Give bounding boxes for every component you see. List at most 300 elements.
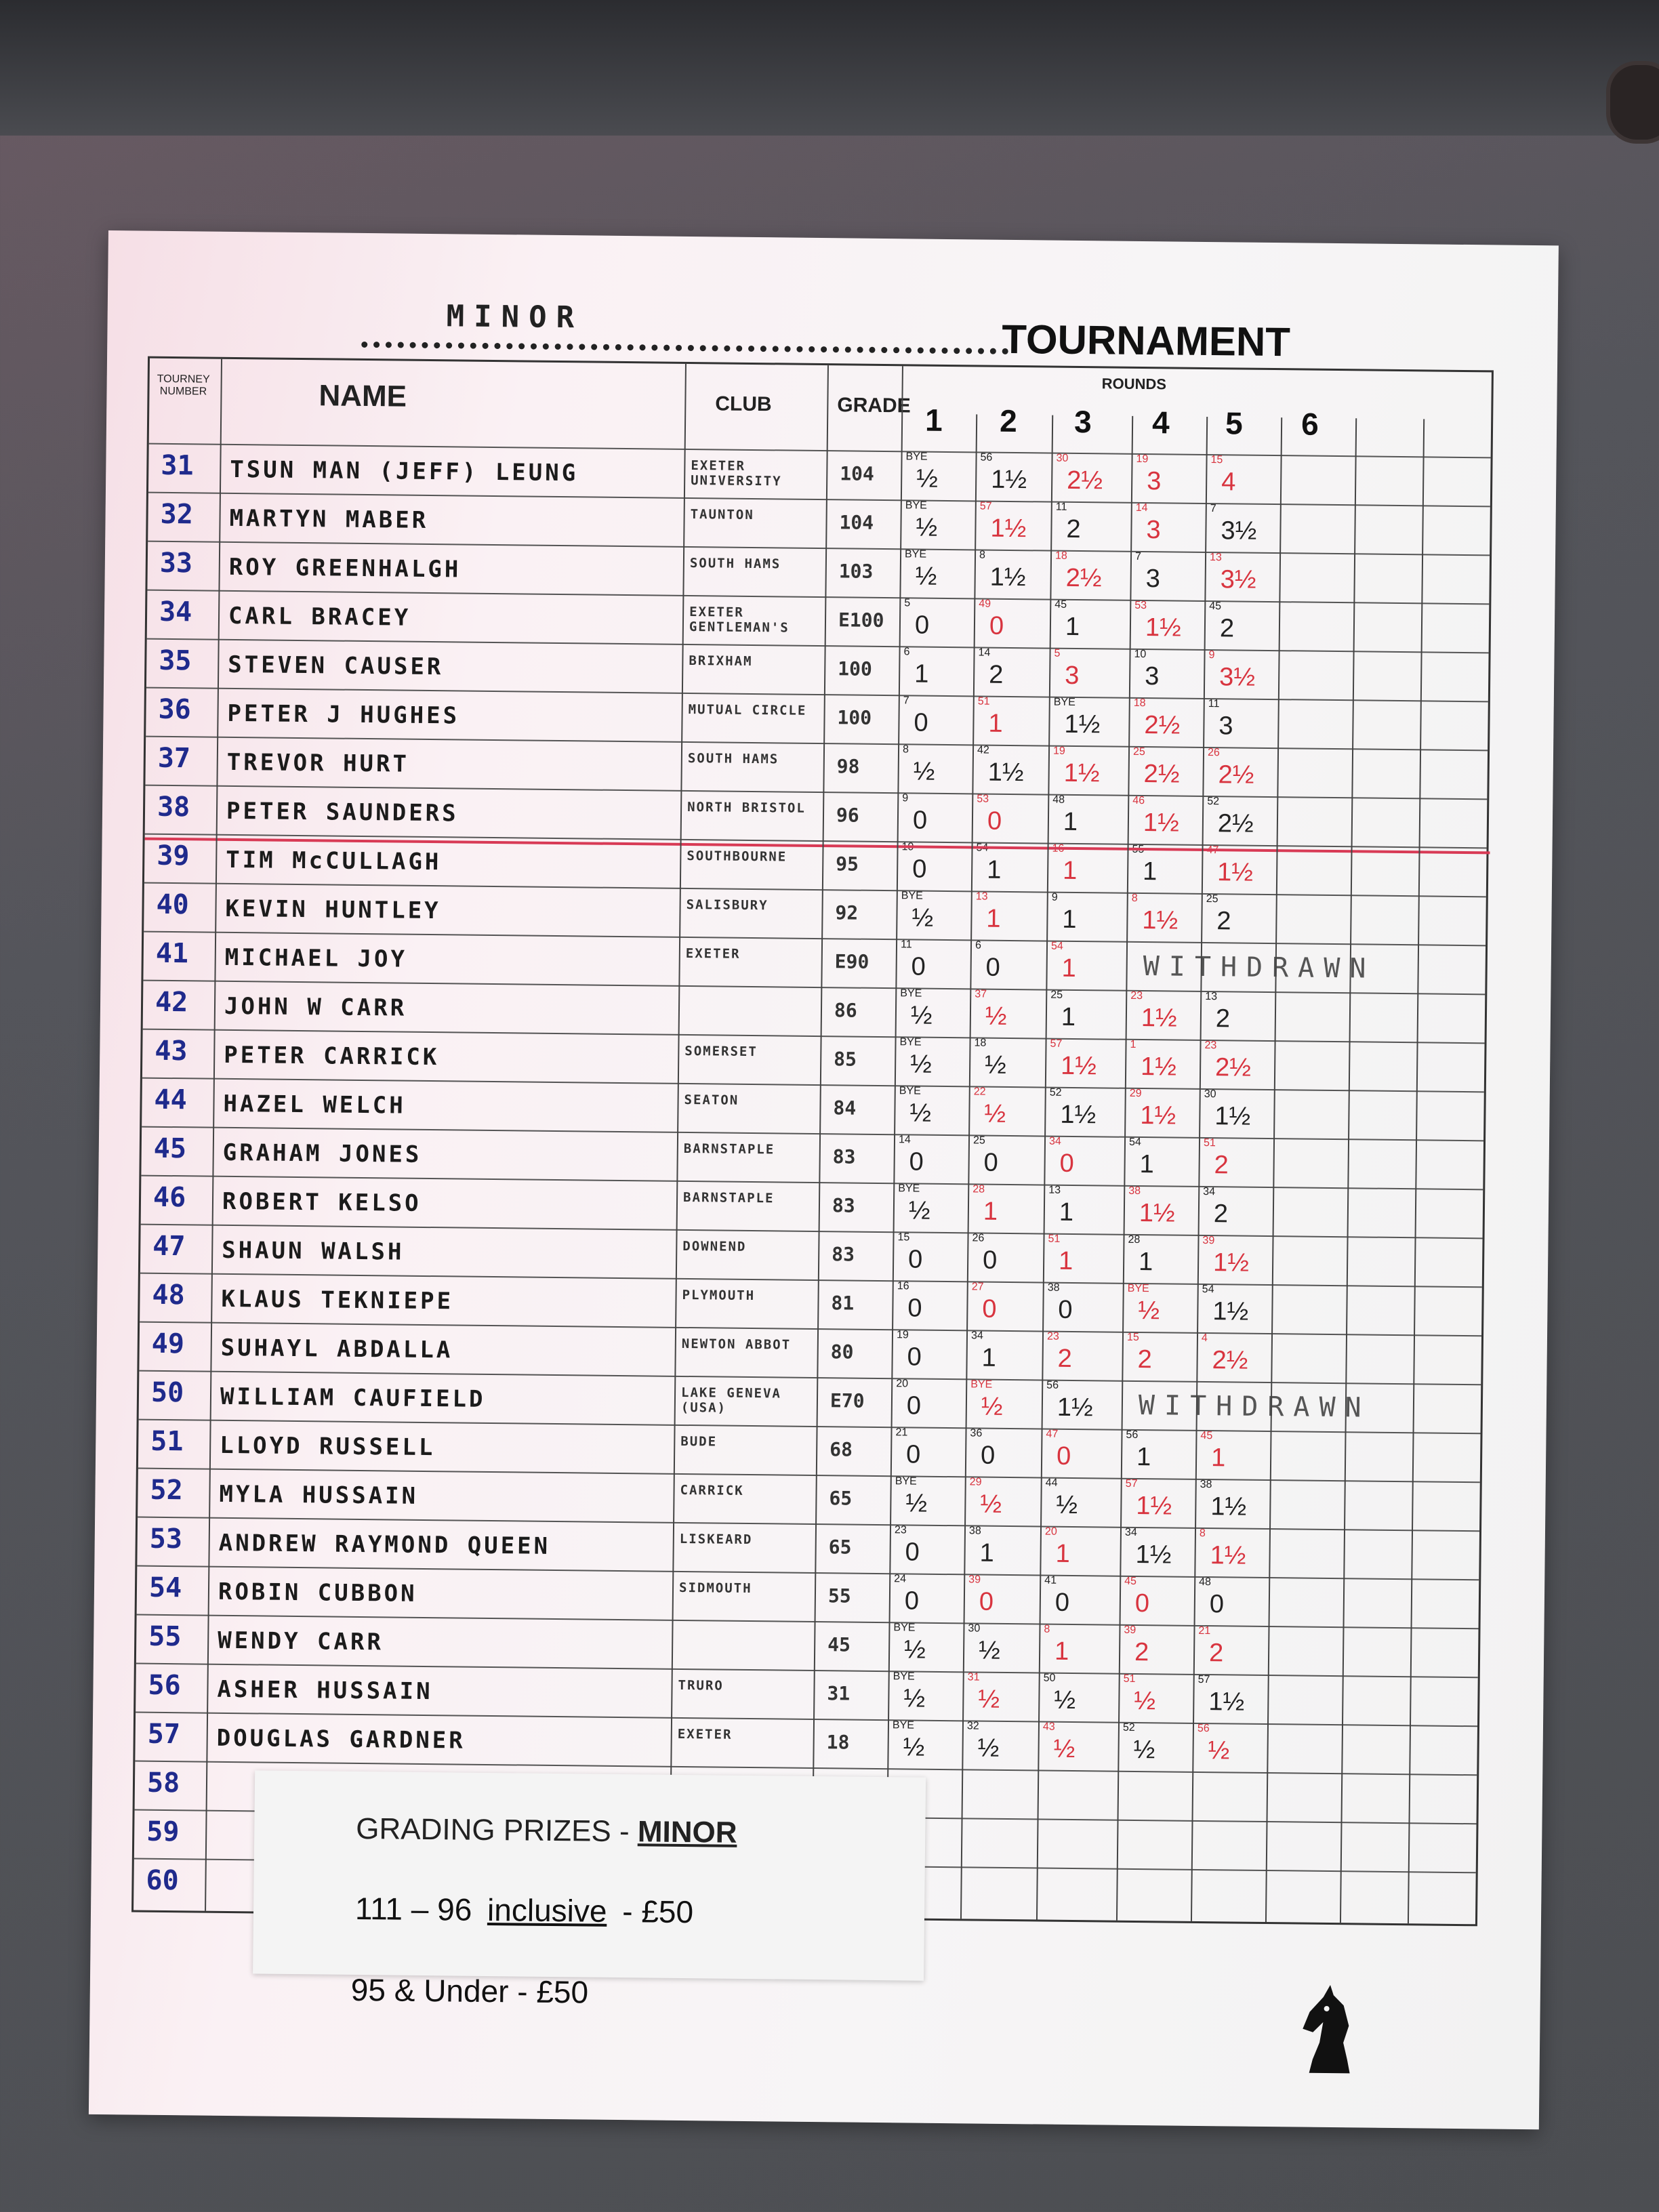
- round-opponent: 13: [975, 890, 988, 903]
- round-opponent: BYE: [900, 987, 922, 1000]
- prizes-title: [356, 1812, 737, 1850]
- player-name: MARTYN MABER: [229, 504, 429, 534]
- player-name: KLAUS TEKNIEPE: [221, 1285, 454, 1315]
- round-opponent: BYE: [970, 1378, 993, 1391]
- round-opponent: 18: [974, 1037, 987, 1049]
- round-opponent: 53: [977, 793, 989, 805]
- round-score: 1: [1138, 1248, 1153, 1277]
- round-opponent: 57: [1197, 1673, 1210, 1686]
- round-score: 1: [1062, 856, 1078, 886]
- round-opponent: BYE: [1053, 696, 1076, 708]
- round-score: 1: [1061, 954, 1077, 983]
- round-header-1: 1: [924, 402, 943, 438]
- round-opponent: 54: [1050, 940, 1063, 952]
- round-score: 2½: [1065, 563, 1102, 593]
- round-opponent: 38: [1047, 1282, 1060, 1294]
- player-grade: 92: [835, 901, 859, 924]
- tourney-number: 54: [148, 1572, 182, 1604]
- round-opponent: 38: [968, 1525, 981, 1537]
- tourney-number: 58: [146, 1767, 180, 1799]
- round-opponent: 29: [969, 1476, 982, 1488]
- round-score: ½: [903, 1635, 926, 1664]
- round-score: 3: [1218, 712, 1233, 741]
- round-score: ½: [984, 1050, 1007, 1080]
- round-score: 0: [904, 1586, 920, 1616]
- player-name: SHAUN WALSH: [222, 1236, 405, 1266]
- round-score: 2: [988, 660, 1004, 689]
- round-opponent: 49: [979, 598, 991, 610]
- round-opponent: 34: [1124, 1526, 1137, 1538]
- round-score: 1: [988, 709, 1003, 738]
- round-opponent: 20: [1044, 1525, 1057, 1538]
- round-score: 4: [1221, 468, 1236, 497]
- round-opponent: BYE: [905, 451, 928, 463]
- round-score: 1: [1062, 905, 1077, 935]
- round-score: ½: [978, 1685, 1000, 1714]
- tourney-number: 46: [152, 1181, 186, 1214]
- tourney-number: 36: [158, 693, 192, 726]
- table-edge: [0, 0, 1659, 136]
- round-opponent: 36: [970, 1427, 983, 1439]
- round-score: 1: [1063, 807, 1078, 837]
- player-grade: 45: [827, 1633, 851, 1656]
- round-opponent: 5: [904, 597, 911, 609]
- round-opponent: 10: [1134, 648, 1147, 661]
- round-score: ½: [916, 513, 938, 542]
- round-opponent: 24: [894, 1573, 907, 1585]
- round-opponent: 57: [1050, 1038, 1063, 1050]
- round-opponent: 29: [1129, 1087, 1142, 1100]
- round-opponent: 32: [966, 1720, 979, 1732]
- round-score: 1: [983, 1197, 998, 1226]
- round-opponent: 50: [1043, 1672, 1056, 1684]
- round-score: 0: [905, 1538, 920, 1567]
- player-club: TRURO: [678, 1677, 724, 1694]
- prizes-title-prefix: GRADING PRIZES -: [356, 1811, 630, 1849]
- round-opponent: 1: [1130, 1038, 1136, 1050]
- round-score: 0: [983, 1148, 999, 1177]
- round-score: 0: [907, 1343, 922, 1372]
- round-score: 1½: [1141, 1004, 1177, 1033]
- player-grade: E100: [838, 609, 884, 632]
- player-club: EXETER UNIVERSITY: [691, 458, 782, 489]
- player-name: MYLA HUSSAIN: [219, 1480, 419, 1510]
- round-opponent: 19: [1052, 745, 1065, 757]
- round-opponent: 8: [1044, 1623, 1050, 1635]
- round-opponent: 19: [896, 1329, 909, 1341]
- round-score: 0: [985, 953, 1001, 982]
- player-name: ROBERT KELSO: [222, 1187, 422, 1217]
- round-opponent: 11: [1055, 501, 1067, 513]
- player-grade: 80: [830, 1340, 854, 1364]
- round-opponent: 13: [1048, 1184, 1061, 1196]
- round-opponent: 53: [1134, 599, 1147, 612]
- round-opponent: 54: [1202, 1283, 1214, 1296]
- player-grade: 95: [836, 853, 859, 876]
- round-score: 0: [907, 1294, 922, 1323]
- round-score: 1½: [1064, 710, 1101, 739]
- player-grade: 83: [832, 1145, 856, 1168]
- round-header-3: 3: [1073, 403, 1092, 440]
- round-score: 1½: [1139, 1199, 1175, 1228]
- round-score: 3: [1146, 467, 1162, 496]
- header-club: CLUB: [715, 392, 772, 416]
- round-opponent: 25: [1050, 989, 1063, 1001]
- round-score: 0: [980, 1441, 996, 1470]
- tourney-number: 39: [157, 840, 190, 872]
- round-opponent: 45: [1054, 598, 1067, 611]
- round-score: 3: [1064, 661, 1080, 691]
- player-name: ASHER HUSSAIN: [217, 1675, 433, 1706]
- player-name: SUHAYL ABDALLA: [220, 1334, 453, 1364]
- player-club: CARRICK: [680, 1482, 744, 1498]
- round-score: 0: [914, 611, 930, 640]
- round-opponent: 13: [1209, 552, 1222, 564]
- tourney-number: 50: [150, 1376, 184, 1409]
- round-opponent: BYE: [901, 890, 923, 902]
- header-rounds: ROUNDS: [1101, 375, 1167, 393]
- player-name: HAZEL WELCH: [223, 1090, 406, 1120]
- player-club: EXETER: [677, 1726, 733, 1742]
- round-score: ½: [909, 1099, 932, 1128]
- tourney-number: 43: [155, 1035, 188, 1067]
- round-score: ½: [903, 1684, 926, 1713]
- round-opponent: 52: [1207, 796, 1220, 808]
- round-score: ½: [913, 757, 935, 786]
- round-opponent: 23: [1046, 1330, 1059, 1343]
- round-opponent: 26: [972, 1232, 985, 1244]
- round-opponent: BYE: [1127, 1282, 1149, 1295]
- round-opponent: 16: [897, 1280, 909, 1292]
- round-score: 1: [1054, 1637, 1069, 1666]
- prize-1-qualifier: inclusive: [487, 1891, 607, 1929]
- tourney-number: 32: [160, 498, 194, 531]
- round-score: 2: [1214, 1151, 1229, 1180]
- round-opponent: 57: [1125, 1477, 1138, 1490]
- round-score: 0: [989, 611, 1004, 640]
- round-opponent: 39: [968, 1574, 981, 1586]
- tourney-number: 57: [147, 1718, 181, 1750]
- round-opponent: 8: [1131, 892, 1138, 904]
- header-tourney-number: [149, 373, 217, 398]
- player-name: PETER J HUGHES: [227, 699, 460, 730]
- header-grade: GRADE: [837, 394, 911, 417]
- grading-prizes-notice: [253, 1770, 926, 2010]
- player-club: LAKE GENEVA (USA): [680, 1385, 782, 1416]
- round-score: 1½: [1135, 1540, 1172, 1570]
- player-name: MICHAEL JOY: [224, 943, 408, 973]
- round-score: 3½: [1220, 565, 1256, 594]
- tourney-number: 38: [157, 791, 190, 823]
- tourney-number: 34: [159, 596, 192, 628]
- player-grade: 68: [830, 1438, 853, 1461]
- player-club: SIDMOUTH: [678, 1580, 752, 1597]
- round-opponent: 28: [1128, 1233, 1141, 1246]
- round-score: 1½: [990, 514, 1027, 544]
- round-opponent: 8: [1199, 1527, 1206, 1540]
- round-opponent: 8: [979, 549, 986, 561]
- round-opponent: BYE: [892, 1719, 915, 1732]
- round-opponent: 45: [1209, 600, 1222, 613]
- round-opponent: 31: [967, 1671, 980, 1683]
- round-header-2: 2: [999, 403, 1017, 439]
- prizes-title-category: MINOR: [637, 1815, 737, 1849]
- round-opponent: 56: [1126, 1429, 1139, 1441]
- round-opponent: 56: [1046, 1379, 1059, 1391]
- round-opponent: 25: [1206, 893, 1218, 905]
- round-score: 0: [909, 1147, 924, 1176]
- round-opponent: 51: [1123, 1673, 1136, 1685]
- player-club: BARNSTAPLE: [682, 1189, 775, 1206]
- round-score: 0: [907, 1245, 923, 1274]
- round-opponent: 48: [1052, 794, 1065, 806]
- round-score: ½: [977, 1734, 1000, 1763]
- round-score: ½: [985, 1002, 1007, 1031]
- round-score: 1: [1058, 1246, 1073, 1275]
- round-score: 3: [1144, 662, 1160, 691]
- round-score: 1: [986, 855, 1002, 884]
- round-score: 2: [1134, 1637, 1149, 1667]
- round-score: 1: [1136, 1442, 1151, 1472]
- round-score: 1½: [1060, 1100, 1097, 1130]
- round-opponent: 51: [977, 695, 990, 708]
- tourney-number: 33: [159, 547, 193, 579]
- player-name: TREVOR HURT: [226, 748, 410, 778]
- player-name: TSUN MAN (JEFF) LEUNG: [230, 455, 579, 487]
- round-score: ½: [978, 1636, 1001, 1665]
- round-score: 2: [1208, 1639, 1224, 1668]
- player-club: SEATON: [684, 1092, 739, 1108]
- tourney-number: 49: [151, 1328, 185, 1360]
- round-opponent: 14: [978, 647, 991, 659]
- round-score: ½: [980, 1490, 1002, 1519]
- round-opponent: 28: [972, 1183, 985, 1195]
- round-opponent: 11: [1208, 698, 1220, 710]
- round-opponent: BYE: [893, 1622, 916, 1634]
- header-tourney-label-1: TOURNEY: [157, 373, 210, 386]
- round-score: 0: [912, 855, 927, 884]
- player-club: BUDE: [680, 1433, 718, 1450]
- round-opponent: 7: [903, 695, 909, 707]
- player-name: ANDREW RAYMOND QUEEN: [218, 1529, 551, 1560]
- round-opponent: 34: [1203, 1185, 1216, 1198]
- round-score: 3: [1146, 516, 1161, 545]
- round-score: 1½: [1143, 808, 1179, 838]
- tourney-number: 59: [146, 1816, 180, 1848]
- round-score: 0: [979, 1587, 994, 1616]
- round-score: 1: [1142, 857, 1158, 886]
- round-opponent: 34: [970, 1330, 983, 1342]
- round-opponent: 23: [1204, 1040, 1217, 1052]
- round-score: 1½: [1140, 1101, 1176, 1130]
- header-tourney-label-2: NUMBER: [159, 385, 207, 398]
- round-opponent: 22: [973, 1086, 986, 1098]
- round-score: ½: [984, 1099, 1006, 1128]
- round-score: 1: [1061, 1002, 1076, 1032]
- round-score: 2: [1057, 1344, 1073, 1373]
- player-club: [685, 995, 814, 996]
- round-opponent: 27: [971, 1281, 984, 1293]
- round-header-5: 5: [1225, 405, 1243, 441]
- player-grade: 104: [840, 462, 875, 485]
- player-grade: 81: [831, 1292, 855, 1315]
- round-opponent: 52: [1122, 1721, 1135, 1734]
- player-name: STEVEN CAUSER: [228, 651, 444, 681]
- player-name: JOHN W CARR: [224, 992, 407, 1022]
- round-score: 1: [1139, 1150, 1155, 1179]
- player-name: CARL BRACEY: [228, 602, 411, 632]
- tourney-number: 35: [159, 644, 192, 677]
- round-score: 0: [1059, 1149, 1075, 1178]
- player-club: PLYMOUTH: [682, 1287, 756, 1304]
- round-opponent: 44: [1045, 1477, 1058, 1489]
- round-score: ½: [1054, 1685, 1076, 1715]
- round-score: 0: [982, 1294, 997, 1324]
- round-opponent: 45: [1124, 1575, 1137, 1587]
- round-opponent: 54: [976, 842, 989, 854]
- player-club: EXETER GENTLEMAN'S: [689, 605, 790, 636]
- round-score: 2: [1137, 1345, 1152, 1374]
- tourney-number: 51: [150, 1425, 184, 1458]
- player-grade: 96: [836, 804, 859, 827]
- withdrawn-note: WITHDRAWN: [1138, 1390, 1371, 1424]
- round-score: ½: [915, 562, 937, 591]
- round-opponent: 39: [1202, 1234, 1215, 1247]
- player-grade: 84: [833, 1097, 857, 1120]
- round-score: ½: [908, 1196, 930, 1225]
- tourney-number: 45: [153, 1132, 187, 1165]
- round-score: 3½: [1218, 663, 1256, 692]
- player-name: TIM McCULLAGH: [226, 846, 442, 876]
- tourney-number: 37: [157, 742, 191, 775]
- round-score: 1½: [1060, 1051, 1097, 1081]
- player-name: PETER SAUNDERS: [226, 797, 459, 827]
- header-name: NAME: [319, 379, 407, 413]
- player-grade: 31: [827, 1682, 851, 1705]
- round-header-6: 6: [1300, 406, 1319, 442]
- round-opponent: 52: [1049, 1086, 1062, 1099]
- round-score: 0: [914, 708, 928, 737]
- player-name: WILLIAM CAUFIELD: [220, 1382, 486, 1413]
- round-score: 2: [1216, 907, 1231, 936]
- player-grade: 98: [836, 755, 860, 778]
- round-opponent: 13: [1205, 991, 1218, 1003]
- player-club: MUTUAL CIRCLE: [688, 701, 807, 718]
- round-score: 3: [1145, 565, 1161, 594]
- player-grade: 103: [838, 560, 874, 583]
- round-score: 1½: [1208, 1687, 1245, 1717]
- round-score: 0: [911, 952, 926, 981]
- tourney-number: 52: [150, 1474, 183, 1507]
- round-opponent: 15: [1210, 454, 1223, 466]
- round-opponent: 25: [972, 1134, 985, 1147]
- round-score: 2: [1066, 514, 1081, 544]
- round-opponent: BYE: [905, 499, 927, 512]
- player-name: ROBIN CUBBON: [218, 1578, 417, 1607]
- round-score: 1½: [1216, 858, 1254, 887]
- tourney-number: 53: [149, 1523, 183, 1555]
- round-opponent: 18: [1133, 697, 1146, 710]
- round-score: ½: [916, 464, 939, 493]
- round-score: 2: [1219, 614, 1235, 643]
- tourney-number: 48: [152, 1279, 185, 1311]
- round-opponent: 51: [1048, 1233, 1061, 1245]
- prize-1-range: 111 – 96: [354, 1890, 472, 1927]
- prize-line-1: [355, 1890, 694, 1930]
- round-score: 1: [1059, 1197, 1074, 1227]
- round-score: 1½: [987, 758, 1024, 787]
- tournament-category: MINOR: [446, 299, 584, 335]
- round-score: 1½: [1145, 613, 1181, 642]
- player-club: SALISBURY: [686, 897, 769, 914]
- player-grade: 85: [834, 1048, 857, 1071]
- round-score: 1½: [1140, 1052, 1177, 1082]
- player-name: GRAHAM JONES: [222, 1139, 422, 1168]
- round-score: 0: [1054, 1588, 1070, 1617]
- tourney-number: 41: [155, 937, 189, 970]
- round-opponent: 56: [980, 451, 993, 464]
- player-name: ROY GREENHALGH: [228, 553, 462, 583]
- round-score: 2½: [1218, 760, 1254, 790]
- round-opponent: 47: [1206, 844, 1219, 857]
- round-opponent: 21: [895, 1427, 908, 1439]
- round-score: ½: [912, 903, 934, 933]
- player-grade: E90: [834, 950, 869, 973]
- player-grade: 83: [832, 1194, 855, 1217]
- player-club: SOUTHBOURNE: [687, 848, 787, 865]
- round-score: ½: [905, 1489, 928, 1518]
- tourney-number: 31: [161, 449, 194, 482]
- round-score: 1½: [1142, 906, 1179, 935]
- round-opponent: 6: [975, 939, 982, 951]
- round-score: 0: [1056, 1441, 1071, 1471]
- round-score: 1: [914, 659, 929, 689]
- round-opponent: 41: [1044, 1574, 1057, 1586]
- round-score: 1½: [1063, 758, 1100, 788]
- round-score: 1½: [989, 562, 1026, 592]
- round-opponent: 5: [1054, 647, 1061, 659]
- round-score: 3½: [1221, 516, 1257, 546]
- category-dotted-line: [361, 342, 1008, 354]
- round-score: 1: [1210, 1443, 1226, 1473]
- round-opponent: 14: [898, 1134, 911, 1146]
- player-name: WENDY CARR: [218, 1626, 384, 1656]
- pairing-sheet: [89, 230, 1559, 2129]
- round-opponent: 34: [1048, 1135, 1061, 1147]
- round-opponent: 38: [1200, 1478, 1212, 1491]
- prize-line-2: 95 & Under - £50: [350, 1971, 589, 2010]
- round-score: 1: [979, 1538, 994, 1568]
- round-opponent: 21: [1198, 1624, 1211, 1637]
- player-club: [678, 1629, 807, 1631]
- tourney-number: 55: [148, 1620, 182, 1653]
- player-grade: 83: [832, 1243, 855, 1266]
- round-score: 1½: [1057, 1393, 1093, 1422]
- round-score: 0: [905, 1440, 921, 1469]
- round-opponent: 39: [1124, 1624, 1136, 1636]
- round-opponent: 9: [1051, 891, 1058, 903]
- round-opponent: 38: [1128, 1185, 1141, 1197]
- round-score: 0: [1134, 1589, 1150, 1618]
- round-opponent: 30: [1056, 452, 1069, 464]
- round-opponent: 19: [1136, 453, 1149, 466]
- round-score: 0: [906, 1391, 922, 1420]
- round-opponent: 47: [1046, 1428, 1059, 1440]
- round-score: 0: [1058, 1295, 1073, 1324]
- round-opponent: 9: [1208, 649, 1215, 661]
- round-score: 1: [1055, 1539, 1070, 1568]
- tourney-number: 60: [146, 1864, 179, 1897]
